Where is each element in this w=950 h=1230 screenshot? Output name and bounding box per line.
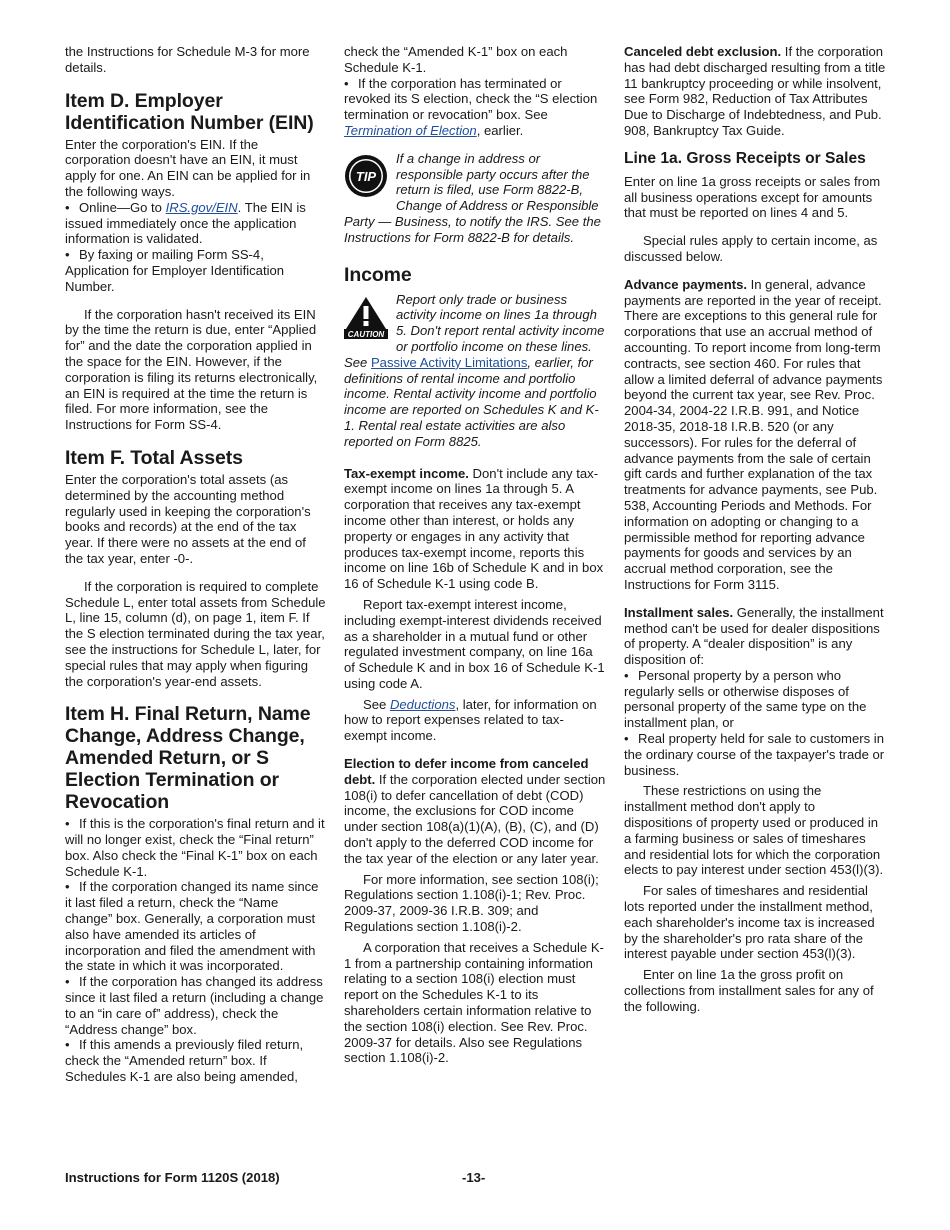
line-1a-heading: Line 1a. Gross Receipts or Sales [624, 149, 866, 167]
footer-title: Instructions for Form 1120S (2018) [65, 1170, 280, 1185]
canceled-debt-paragraph: Canceled debt exclusion. If the corporation has had debt discharged resulting from a title 11 bankruptcy proceeding or while insolvent, see Form 982, Reduction of Tax Attributes Due to Discharge of Indebtedness, and Pub. 908, Bankruptcy Tax Guide. [624, 44, 886, 138]
item-h-bullet: • If this amends a previously filed return, check the “Amended return” box. If Schedules K-1 are also being amended, [65, 1037, 304, 1085]
bullet-icon: • [624, 667, 629, 683]
svg-text:TIP: TIP [355, 168, 377, 184]
line-1a-paragraph: Enter on line 1a gross receipts or sales from all business operations except for amounts that must be reported on lines 4 and 5. [624, 173, 881, 221]
installment-paragraph-4: Enter on line 1a the gross profit on collections from installment sales for any of the following. [624, 967, 874, 1014]
column-2 [344, 44, 606, 1066]
bullet-icon: • [65, 1037, 70, 1053]
bullet-icon: • [65, 247, 70, 263]
installment-bullet: • Real property held for sale to customers in the ordinary course of the taxpayer's trade or business. [624, 731, 885, 778]
bullet-icon: • [65, 199, 70, 215]
item-h-bullet: • If this is the corporation's final return and it will no longer exist, check the “Final return” box. Also check the “Final K-1” box on each Schedule K-1. [65, 816, 325, 879]
item-d-heading: Item D. Employer Identification Number (EIN) [65, 89, 314, 134]
item-d-bullet-online: • Online—Go to IRS.gov/EIN. The EIN is issued immediately once the application information is validated. [65, 199, 306, 247]
tax-exempt-paragraph: Tax-exempt income. Don't include any tax-exempt income on lines 1a through 5. A corporation that receives any tax-exempt income other than interest, or holds any property or engages in any activity that produces tax-exempt income, reports this income on line 16b of Schedule K and in box 16 of Schedule K-1 using code B. [344, 465, 604, 592]
tax-exempt-paragraph-2: Report tax-exempt interest income, including exempt-interest dividends received as a shareholder in a mutual fund or other regulated investment company, on line 16a of Schedule K and in box 16 of Schedule K-1 using code A. [344, 596, 605, 691]
page-number: -13- [462, 1170, 486, 1185]
line-1a-paragraph-2: Special rules apply to certain income, as discussed below. [624, 233, 878, 264]
item-f-paragraph: Enter the corporation's total assets (as determined by the accounting method regularly used in keeping the corporation's books and records) at the end of the tax year. If there were no assets at the end of the tax year, enter -0-. [65, 471, 311, 566]
item-h-bullet: • If the corporation changed its name since it last filed a return, check the “Name change” box. Generally, a corporation must also have amended its articles of incorporation and filed the amendment with the state in which it was incorporated. [65, 879, 319, 974]
bullet-icon: • [65, 816, 70, 832]
intro-text: the Instructions for Schedule M-3 for more details. [65, 44, 310, 75]
election-paragraph-3: A corporation that receives a Schedule K-1 from a partnership containing information relating to a section 108(i) election must report on the Schedules K-1 to its shareholders certain information relative to the section 108(i) election. See Rev. Proc. 2009-37 for details. Also see Regulations section 1.108(i)-2. [344, 939, 604, 1066]
termination-of-election-link[interactable]: Termination of Election [344, 122, 477, 138]
bullet-icon: • [344, 75, 349, 91]
tip-text: If a change in address or responsible party occurs after the return is filed, use Form 8822-B, Change of Address or Responsible Party — Business, to notify the IRS. See the Instructions for Form 8822-B for details. [344, 150, 601, 245]
election-paragraph-2: For more information, see section 108(i); Regulations section 1.108(i)-1; Rev. Proc. 2009-37, 2009-36 I.R.B. 309; and Regulations section 1.108(i)-2. [344, 871, 599, 935]
income-heading: Income [344, 263, 412, 286]
item-d-paragraph-2: If the corporation hasn't received its EIN by the time the return is due, enter “Applied for” and the date the corporation applied in the space for the EIN. However, if the corporation is filing its returns electronically, an EIN is required at the time the return is filed. For more information, see the Instructions for Form SS-4. [65, 306, 318, 433]
irs-ein-link[interactable]: IRS.gov/EIN [165, 199, 238, 215]
item-h-heading: Item H. Final Return, Name Change, Address Change, Amended Return, or S Election Termination or Revocation [65, 703, 311, 814]
item-f-heading: Item F. Total Assets [65, 446, 243, 469]
caution-note: CAUTION Report only trade or business activity income on lines 1a through 5. Don't report rental activity income or portfolio income on these lines. See Passive Activity Limitations, earlier, for definitions of rental income and portfolio income. Rental activity income and portfolio income are reported on Schedules K and K-1. Rental real estate activities are also reported on Form 8825. [344, 291, 605, 449]
item-h-bullet: • If the corporation has changed its address since it last filed a return (including a change to an “in care of” address), check the “Address change” box. [65, 974, 324, 1037]
caution-icon [344, 295, 388, 339]
item-d-bullet-fax: • By faxing or mailing Form SS-4, Application for Employer Identification Number. [65, 247, 285, 294]
tip-icon [344, 154, 388, 198]
tip-note [344, 151, 606, 246]
election-paragraph: Election to defer income from canceled debt. If the corporation elected under section 108(i) to defer cancellation of debt (COD) income, the exclusions for COD income under section 108(a)(1)(A), (B), (C), and (D) don't apply to the deferred COD income for the tax year of the election or any later year. [344, 756, 606, 866]
installment-bullet: • Personal property by a person who regularly sells or otherwise disposes of personal property of the same type on the installment plan, or [624, 667, 867, 731]
column-3 [624, 44, 886, 1015]
svg-text:CAUTION: CAUTION [347, 329, 385, 339]
column-1 [65, 44, 327, 1085]
termination-bullet: • If the corporation has terminated or revoked its S election, check the “S election termination or revocation” box. See Termination of Election, earlier. [344, 75, 598, 138]
installment-paragraph-2: These restrictions on using the installment method don't apply to dispositions of property used or produced in a farming business or sales of timeshares and residential lots for which the corporation elects to pay interest under section 453(l)(3). [624, 783, 884, 878]
continued-text: check the “Amended K-1” box on each Schedule K-1. [344, 44, 568, 75]
tax-exempt-paragraph-3: See Deductions, later, for information on how to report expenses related to tax-exempt income. [344, 696, 597, 744]
bullet-icon: • [65, 879, 70, 895]
passive-activity-link[interactable]: Passive Activity Limitations [370, 354, 528, 370]
installment-sales-paragraph: Installment sales. Generally, the installment method can't be used for dealer dispositions of property. A “dealer disposition” is any disposition of: [624, 604, 884, 668]
bullet-icon: • [624, 731, 629, 747]
installment-paragraph-3: For sales of timeshares and residential lots reported under the installment method, each shareholder's income tax is increased by the shareholder's pro rata share of the interest payable under section 453(l)(3). [624, 883, 875, 962]
item-d-paragraph: Enter the corporation's EIN. If the corporation doesn't have an EIN, it must apply for one. An EIN can be applied for in the following ways. [65, 136, 311, 199]
deductions-link[interactable]: Deductions [389, 696, 456, 712]
advance-payments-paragraph: Advance payments. In general, advance payments are reported in the year of receipt. There are exceptions to this general rule for corporations that use an accrual method of accounting. To report income from long-term contracts, see section 460. For rules that allow a limited deferral of advance payments beyond the current tax year, see Rev. Proc. 2004-34, 2004-22 I.R.B. 991, and Notice 2018-35, 2018-18 I.R.B. 520 (or any successors). For rules for the deferral of advance payments from the sale of certain gift cards and further explanation of the tax treatments for advance payments, see Pub. 538, Accounting Periods and Methods. For information on adopting or changing to a permissible method for reporting advance payments for goods and services by an accrual method corporation, see the Instructions for Form 3115. [624, 276, 883, 592]
item-f-paragraph-2: If the corporation is required to complete Schedule L, enter total assets from Schedule L, line 15, column (d), on page 1, item F. If the S election terminated during the tax year, see the instructions for Schedule L, later, for special rules that may apply when figuring the corporation's year-end assets. [65, 578, 326, 689]
bullet-icon: • [65, 974, 70, 990]
